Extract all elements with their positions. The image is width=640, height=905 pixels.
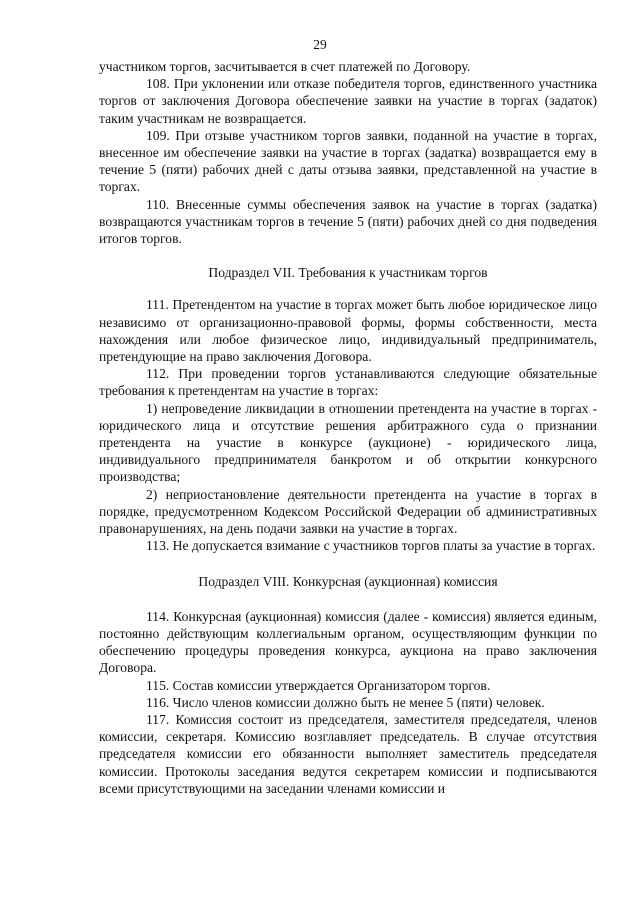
paragraph-109: 109. При отзыве участником торгов заявки, поданной на участие в торгах, внесенное им обеспечение заявки на участие в торгах (задатка) возвращается ему в течение 5 (пяти) рабочих дней с даты отзыва заявки, представленной на участие в торгах. <box>99 127 597 195</box>
paragraph-112-item-2: 2) неприостановление деятельности претендента на участие в торгах в порядке, предусмотренном Кодексом Российской Федерации об административных правонарушениях, на день подачи заявки на участие в торгах. <box>99 486 597 537</box>
paragraph-108: 108. При уклонении или отказе победителя торгов, единственного участника торгов от заключения Договора обеспечение заявки на участие в торгах (задаток) таким участникам не возвращается. <box>99 76 597 126</box>
paragraph-111: 111. Претендентом на участие в торгах может быть любое юридическое лицо независимо от организационно-правовой формы, формы собственности, места нахождения или любое физическое лицо, индивидуальный предприниматель, претендующие на право заключения Договора. <box>99 297 597 365</box>
paragraph-116: 116. Число членов комиссии должно быть не менее 5 (пяти) человек. <box>146 694 545 710</box>
section-heading-viii: Подраздел VIII. Конкурсная (аукционная) комиссия <box>198 574 498 590</box>
paragraph-110: 110. Внесенные суммы обеспечения заявок на участие в торгах (задатка) возвращаются участникам торгов в течение 5 (пяти) рабочих дней со дня подведения итогов торгов. <box>99 196 597 247</box>
paragraph-continuation: участником торгов, засчитывается в счет платежей по Договору. <box>99 59 471 74</box>
paragraph-112: 112. При проведении торгов устанавливаются следующие обязательные требования к претендентам на участие в торгах: <box>99 366 597 399</box>
paragraph-112-item-1: 1) непроведение ликвидации в отношении претендента на участие в торгах - юридического лица и отсутствие решения арбитражного суда о признании претендента на участие в конкурсе (аукционе) - юридического лица, индивидуального предпринимателя банкротом и об открытии конкурсного производства; <box>99 400 597 485</box>
page-number: 29 <box>313 37 327 52</box>
paragraph-117: 117. Комиссия состоит из председателя, заместителя председателя, членов комиссии, секретаря. Комиссию возглавляет председатель. В случае отсутствия председателя комиссии его обязанности выполняет заместитель председателя комиссии. Протоколы заседания ведутся секретарем комиссии и подписываются всеми присутствующими на заседании членами комиссии и <box>99 711 597 796</box>
paragraph-113: 113. Не допускается взимание с участников торгов платы за участие в торгах. <box>146 538 596 554</box>
document-body <box>99 58 597 797</box>
paragraph-115: 115. Состав комиссии утверждается Организатором торгов. <box>146 677 491 693</box>
section-heading-vii: Подраздел VII. Требования к участникам торгов <box>208 265 488 281</box>
paragraph-114: 114. Конкурсная (аукционная) комиссия (далее - комиссия) является единым, постоянно действующим коллегиальным органом, осуществляющим функции по обеспечению процедуры проведения конкурса, аукциона на право заключения Договора. <box>99 608 597 676</box>
